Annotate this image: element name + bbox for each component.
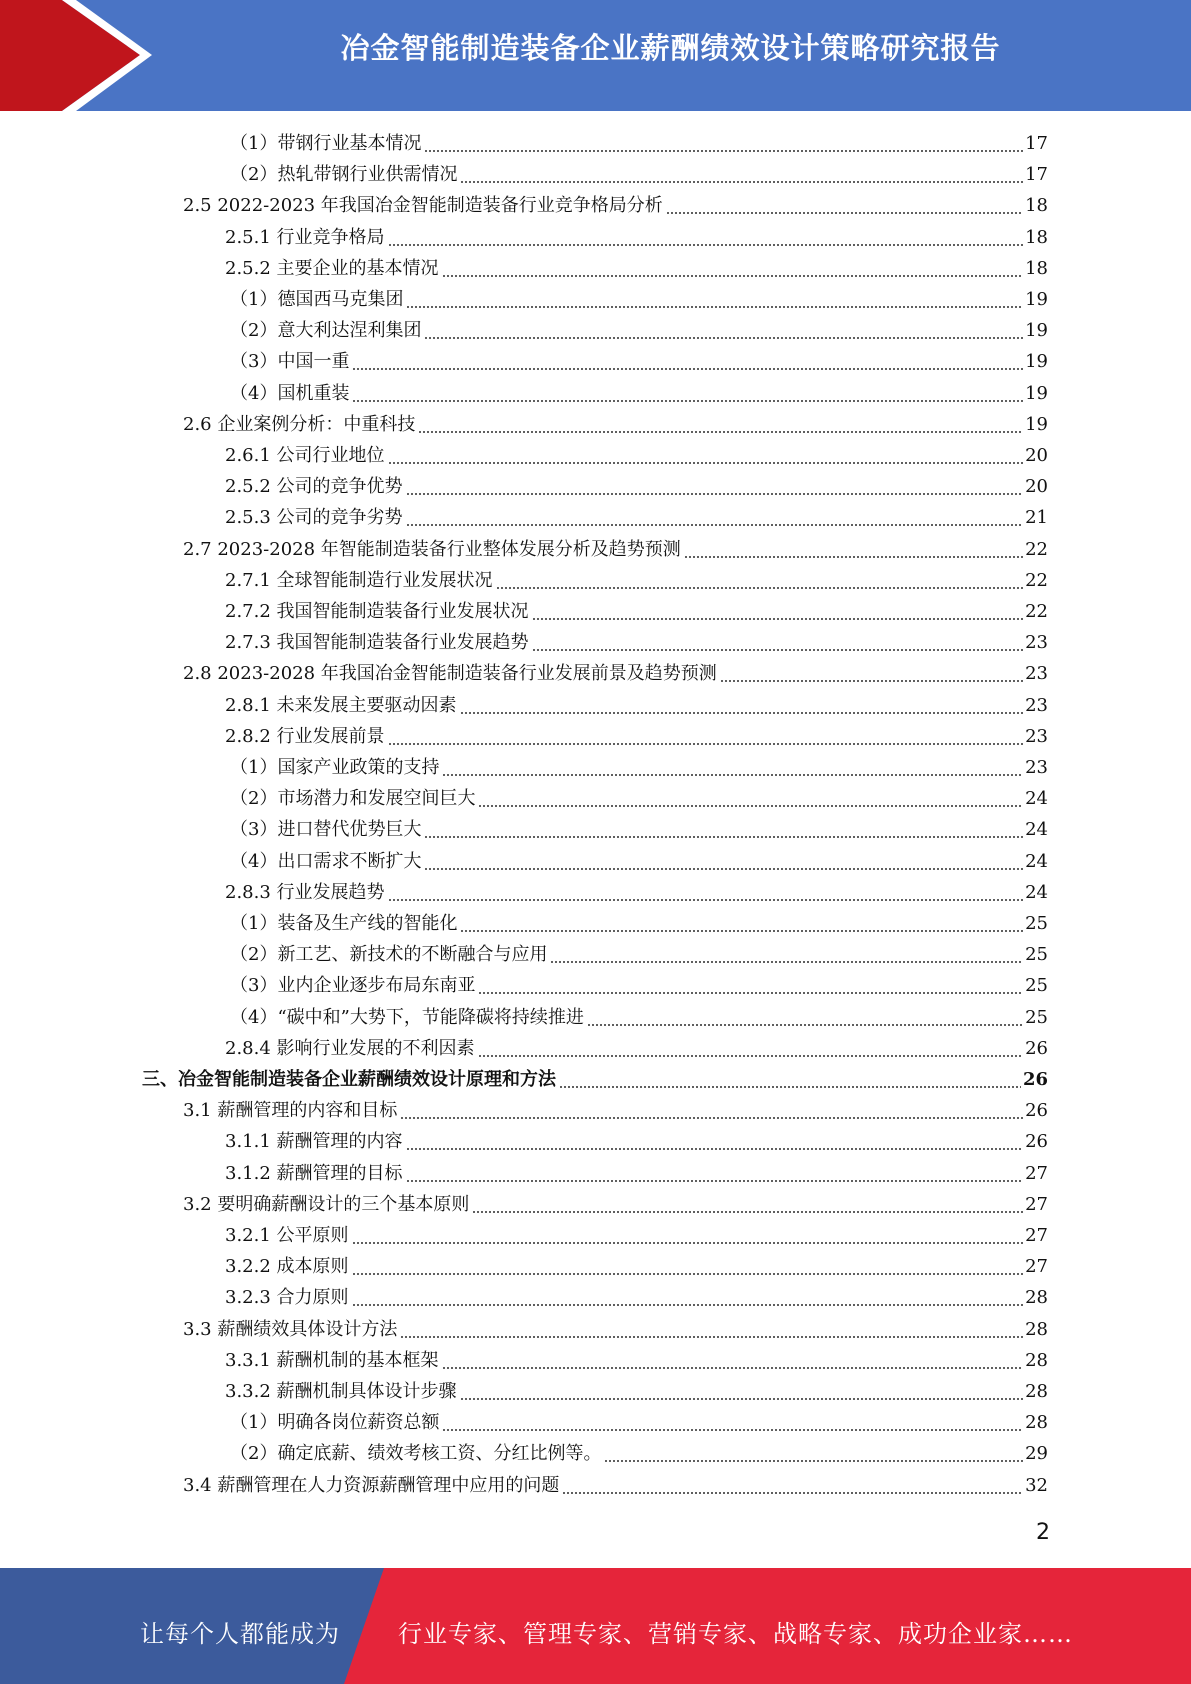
toc-entry-page: 28 <box>1025 1381 1048 1402</box>
toc-dot-leader <box>388 882 1024 904</box>
toc-dot-leader <box>460 695 1024 717</box>
toc-entry-title: （3）进口替代优势巨大 <box>230 819 422 841</box>
page-header <box>0 0 1191 111</box>
toc-entry-page: 21 <box>1025 507 1048 529</box>
toc-entry-title: 3.1.2 薪酬管理的目标 <box>225 1162 403 1184</box>
toc-entry-page: 27 <box>1025 1256 1048 1278</box>
document-title: 冶金智能制造装备企业薪酬绩效设计策略研究报告 <box>340 31 1001 65</box>
toc-entry[interactable] <box>183 1094 1048 1122</box>
toc-entry[interactable] <box>225 470 1048 498</box>
toc-entry-title: 2.7.3 我国智能制造装备行业发展趋势 <box>225 632 529 654</box>
toc-dot-leader <box>400 1100 1023 1122</box>
toc-entry[interactable] <box>230 314 1048 342</box>
toc-dot-leader <box>496 570 1024 592</box>
toc-entry[interactable] <box>225 1344 1048 1372</box>
toc-entry[interactable] <box>225 1250 1048 1278</box>
toc-entry-title: 3.1 薪酬管理的内容和目标 <box>183 1100 398 1122</box>
toc-entry-title: （3）业内企业逐步布局东南亚 <box>230 975 476 997</box>
toc-entry-page: 26 <box>1025 1100 1048 1122</box>
toc-entry-title: （2）热轧带钢行业供需情况 <box>230 164 458 186</box>
toc-dot-leader <box>587 1007 1023 1029</box>
toc-entry[interactable] <box>183 408 1048 436</box>
toc-entry[interactable] <box>230 1001 1048 1029</box>
toc-entry-title: 2.6.1 公司行业地位 <box>225 445 385 466</box>
toc-dot-leader <box>472 1194 1023 1216</box>
toc-entry-title: （3）中国一重 <box>230 351 350 373</box>
toc-entry-title: （1）国家产业政策的支持 <box>230 757 440 778</box>
toc-entry[interactable] <box>225 1375 1048 1403</box>
toc-entry-page: 17 <box>1025 133 1048 154</box>
toc-entry-page: 23 <box>1025 694 1048 716</box>
toc-entry-page: 32 <box>1025 1474 1048 1496</box>
toc-entry-title: （2）确定底薪、绩效考核工资、分红比例等。 <box>230 1443 602 1465</box>
toc-entry-title: 2.5 2022-2023 年我国冶金智能制造装备行业竞争格局分析 <box>183 195 663 217</box>
toc-entry[interactable] <box>183 657 1048 685</box>
toc-dot-leader <box>388 445 1024 467</box>
toc-entry-title: （1）带钢行业基本情况 <box>230 133 422 154</box>
toc-entry[interactable] <box>230 1437 1048 1465</box>
toc-dot-leader <box>352 351 1023 373</box>
toc-dot-leader <box>666 195 1023 217</box>
toc-entry-page: 23 <box>1025 757 1048 778</box>
toc-entry[interactable] <box>230 813 1048 841</box>
toc-entry-page: 22 <box>1025 569 1048 591</box>
toc-entry-title: （4）出口需求不断扩大 <box>230 850 422 872</box>
toc-entry[interactable] <box>225 1125 1048 1153</box>
toc-dot-leader <box>562 1475 1023 1497</box>
toc-entry-page: 27 <box>1025 1162 1048 1184</box>
toc-entry-page: 22 <box>1025 538 1048 560</box>
toc-entry-title: 3.3.2 薪酬机制具体设计步骤 <box>225 1381 457 1402</box>
toc-dot-leader <box>442 1412 1023 1434</box>
toc-entry-page: 29 <box>1025 1443 1048 1465</box>
toc-entry[interactable] <box>225 876 1048 904</box>
page-footer <box>0 1568 1191 1684</box>
toc-dot-leader <box>604 1443 1023 1465</box>
toc-entry[interactable] <box>225 1032 1048 1060</box>
toc-entry-page: 19 <box>1025 351 1048 373</box>
toc-entry[interactable] <box>225 252 1048 280</box>
toc-entry[interactable] <box>183 189 1048 217</box>
toc-entry-title: 3.2.2 成本原则 <box>225 1256 349 1278</box>
toc-dot-leader <box>559 1069 1021 1091</box>
toc-entry-page: 18 <box>1025 195 1048 217</box>
toc-entry-page: 19 <box>1025 289 1048 310</box>
toc-entry-page: 24 <box>1025 819 1048 841</box>
toc-dot-leader <box>532 632 1024 654</box>
toc-entry[interactable] <box>225 626 1048 654</box>
toc-dot-leader <box>352 1287 1024 1309</box>
toc-entry-title: （2）意大利达涅利集团 <box>230 320 422 342</box>
toc-entry-page: 25 <box>1025 913 1048 934</box>
toc-entry-title: 3.2.3 合力原则 <box>225 1287 349 1309</box>
toc-dot-leader <box>550 944 1023 966</box>
toc-entry-page: 25 <box>1025 1006 1048 1028</box>
toc-dot-leader <box>406 289 1023 311</box>
footer-slogan-right: 行业专家、管理专家、营销专家、战略专家、成功企业家…… <box>398 1620 1073 1648</box>
toc-entry-page: 19 <box>1025 413 1048 435</box>
toc-entry[interactable] <box>230 283 1048 311</box>
toc-entry[interactable] <box>225 720 1048 748</box>
toc-entry[interactable] <box>230 907 1048 935</box>
toc-entry-page: 24 <box>1025 788 1048 810</box>
toc-entry-title: 2.8.2 行业发展前景 <box>225 725 385 747</box>
toc-entry-title: 2.5.3 公司的竞争劣势 <box>225 507 403 529</box>
toc-dot-leader <box>418 414 1023 436</box>
footer-slogan-left: 让每个人都能成为 <box>140 1620 340 1648</box>
toc-dot-leader <box>424 320 1023 342</box>
toc-entry-page: 18 <box>1025 226 1048 248</box>
toc-entry-page: 28 <box>1025 1287 1048 1309</box>
toc-dot-leader <box>352 1256 1024 1278</box>
toc-entry-page: 28 <box>1025 1318 1048 1340</box>
toc-entry-title: （2）市场潜力和发展空间巨大 <box>230 788 476 810</box>
toc-dot-leader <box>720 663 1023 685</box>
toc-entry-title: （1）装备及生产线的智能化 <box>230 913 458 934</box>
toc-dot-leader <box>442 258 1024 280</box>
toc-entry[interactable] <box>230 938 1048 966</box>
toc-entry[interactable] <box>183 1313 1048 1341</box>
toc-dot-leader <box>478 788 1023 810</box>
toc-entry-page: 18 <box>1025 257 1048 279</box>
toc-entry-page: 23 <box>1025 632 1048 654</box>
toc-dot-leader <box>406 1131 1024 1153</box>
toc-dot-leader <box>478 1038 1024 1060</box>
toc-entry-title: 三、冶金智能制造装备企业薪酬绩效设计原理和方法 <box>142 1069 556 1090</box>
toc-entry[interactable] <box>230 1406 1048 1434</box>
toc-entry[interactable] <box>225 564 1048 592</box>
toc-dot-leader <box>424 819 1023 841</box>
toc-entry-title: 3.3 薪酬绩效具体设计方法 <box>183 1318 398 1340</box>
toc-dot-leader <box>406 507 1024 529</box>
toc-dot-leader <box>532 601 1024 623</box>
toc-entry-title: （1）德国西马克集团 <box>230 289 404 310</box>
toc-entry-page: 24 <box>1025 850 1048 872</box>
toc-dot-leader <box>460 1381 1024 1403</box>
toc-entry-title: 3.4 薪酬管理在人力资源薪酬管理中应用的问题 <box>183 1474 560 1496</box>
toc-entry-page: 20 <box>1025 476 1048 498</box>
toc-entry[interactable] <box>225 595 1048 623</box>
toc-entry-page: 27 <box>1025 1225 1048 1246</box>
toc-entry-page: 27 <box>1025 1193 1048 1215</box>
toc-entry[interactable] <box>225 689 1048 717</box>
toc-entry[interactable] <box>183 1469 1048 1497</box>
toc-entry-title: （1）明确各岗位薪资总额 <box>230 1412 440 1434</box>
toc-entry-page: 26 <box>1025 1131 1048 1153</box>
toc-entry-page: 28 <box>1025 1412 1048 1434</box>
toc-entry-title: 2.8.4 影响行业发展的不利因素 <box>225 1037 475 1059</box>
toc-dot-leader <box>352 383 1023 405</box>
toc-entry[interactable] <box>225 221 1048 249</box>
toc-dot-leader <box>442 1350 1024 1372</box>
toc-dot-leader <box>424 851 1023 873</box>
toc-entry-title: 2.7 2023-2028 年智能制造装备行业整体发展分析及趋势预测 <box>183 538 681 560</box>
toc-entry-page: 24 <box>1025 881 1048 903</box>
toc-dot-leader <box>684 539 1023 561</box>
toc-entry[interactable] <box>230 782 1048 810</box>
toc-dot-leader <box>424 133 1023 155</box>
toc-entry[interactable] <box>230 127 1048 155</box>
toc-entry-page: 17 <box>1025 164 1048 186</box>
toc-entry-title: （4）国机重装 <box>230 382 350 404</box>
toc-entry-page: 25 <box>1025 975 1048 997</box>
toc-entry-title: 2.8 2023-2028 年我国冶金智能制造装备行业发展前景及趋势预测 <box>183 663 717 685</box>
toc-entry-page: 26 <box>1025 1037 1048 1059</box>
toc-dot-leader <box>460 913 1023 935</box>
toc-entry-title: （4）“碳中和”大势下，节能降碳将持续推进 <box>230 1006 584 1028</box>
toc-entry[interactable] <box>230 345 1048 373</box>
toc-entry-title: 3.3.1 薪酬机制的基本框架 <box>225 1349 439 1371</box>
toc-entry[interactable] <box>230 158 1048 186</box>
toc-entry[interactable] <box>225 1157 1048 1185</box>
toc-entry[interactable] <box>230 845 1048 873</box>
toc-entry-title: 3.2.1 公平原则 <box>225 1225 349 1246</box>
toc-entry-title: （2）新工艺、新技术的不断融合与应用 <box>230 944 548 966</box>
toc-entry-title: 2.5.2 公司的竞争优势 <box>225 476 403 498</box>
toc-entry-page: 20 <box>1025 445 1048 466</box>
toc-entry-page: 28 <box>1025 1349 1048 1371</box>
toc-entry-page: 23 <box>1025 725 1048 747</box>
toc-entry-title: 3.1.1 薪酬管理的内容 <box>225 1131 403 1153</box>
toc-dot-leader <box>388 726 1024 748</box>
toc-entry-title: 2.7.2 我国智能制造装备行业发展状况 <box>225 601 529 622</box>
toc-entry-page: 19 <box>1025 382 1048 404</box>
toc-entry-title: 2.6 企业案例分析：中重科技 <box>183 413 416 435</box>
toc-entry[interactable] <box>225 1281 1048 1309</box>
toc-dot-leader <box>406 476 1024 498</box>
toc-entry-title: 3.2 要明确薪酬设计的三个基本原则 <box>183 1193 470 1215</box>
toc-entry-title: 2.8.3 行业发展趋势 <box>225 881 385 903</box>
toc-dot-leader <box>406 1163 1024 1185</box>
toc-entry-page: 22 <box>1025 601 1048 622</box>
toc-entry-page: 26 <box>1022 1069 1048 1090</box>
toc-entry[interactable] <box>225 501 1048 529</box>
toc-entry-title: 2.8.1 未来发展主要驱动因素 <box>225 694 457 716</box>
toc-entry[interactable] <box>230 377 1048 405</box>
toc-entry[interactable] <box>183 1188 1048 1216</box>
toc-entry-page: 25 <box>1025 944 1048 966</box>
toc-dot-leader <box>460 164 1023 186</box>
toc-dot-leader <box>352 1225 1024 1247</box>
page-number: 2 <box>1036 1520 1050 1545</box>
toc-dot-leader <box>478 975 1023 997</box>
toc-entry-title: 2.5.2 主要企业的基本情况 <box>225 257 439 279</box>
toc-entry[interactable] <box>230 969 1048 997</box>
toc-entry[interactable] <box>230 751 1048 779</box>
toc-entry[interactable] <box>142 1063 1048 1091</box>
toc-entry-page: 23 <box>1025 663 1048 685</box>
toc-entry[interactable] <box>183 533 1048 561</box>
toc-entry[interactable] <box>225 439 1048 467</box>
toc-dot-leader <box>442 757 1023 779</box>
toc-dot-leader <box>400 1319 1023 1341</box>
toc-entry[interactable] <box>225 1219 1048 1247</box>
toc-entry-title: 2.5.1 行业竞争格局 <box>225 226 385 248</box>
toc-dot-leader <box>388 227 1024 249</box>
toc-entry-title: 2.7.1 全球智能制造行业发展状况 <box>225 569 493 591</box>
toc-entry-page: 19 <box>1025 320 1048 342</box>
